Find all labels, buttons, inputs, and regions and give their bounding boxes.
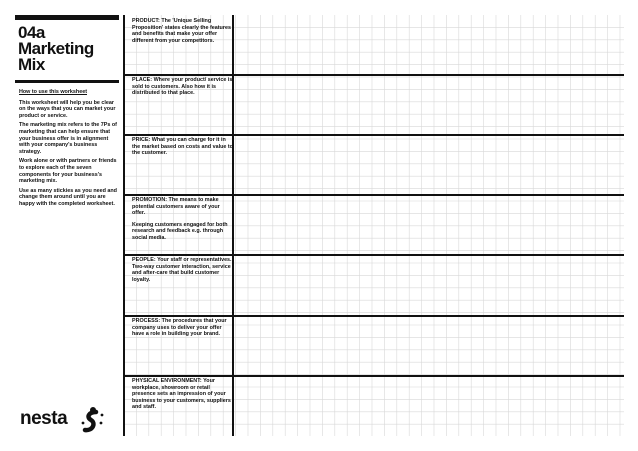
section-description [132, 77, 234, 102]
section-text: PRODUCT: The 'Unique Selling Proposition' states clearly the features and benefits that make your offer different from your competitors. [132, 18, 231, 44]
section-text: PHYSICAL ENVIRONMENT: Your workplace, showroom or retail presence sets an impression of your business to your customers, suppliers and staff. [132, 378, 231, 411]
section-text: Keeping customers engaged for both research and feedback e.g. through social media. [132, 221, 228, 241]
instructions-paragraph: Work alone or with partners or friends to explore each of the seven components for your business's marketing mix. [19, 158, 117, 185]
instructions-heading: How to use this worksheet [19, 89, 87, 95]
section-people [124, 254, 624, 315]
section-rule [124, 254, 624, 256]
section-product [124, 15, 624, 74]
instructions-paragraph: Use as many stickies as you need and change them around until you are happy with the completed worksheet. [19, 187, 117, 207]
section-promotion [124, 194, 624, 254]
section-text: PEOPLE: Your staff or representatives. Two-way customer interaction, service and after-care that build customer loyalty. [132, 257, 232, 283]
section-rule [124, 375, 624, 377]
logo-mark-icon [69, 402, 109, 434]
section-rule [124, 134, 624, 136]
section-description [132, 257, 234, 288]
page-title [18, 25, 94, 73]
section-text: PRICE: What you can charge for it in the market based on costs and value to the customer. [132, 137, 233, 157]
section-description [132, 378, 234, 416]
section-rule [124, 74, 624, 76]
section-text: PLACE: Where your product/ service is sold to customers. Also how it is distributed to that place. [132, 77, 233, 97]
title-line: Marketing [18, 39, 94, 58]
section-description [132, 137, 234, 162]
section-description [132, 18, 234, 49]
title-bar [15, 15, 119, 20]
section-process [124, 315, 624, 375]
title-line: Mix [18, 55, 45, 74]
title-line: 04a [18, 23, 45, 42]
section-place [124, 74, 624, 134]
logo-text: nesta [20, 408, 68, 429]
section-description [132, 318, 234, 343]
left-panel [15, 15, 119, 436]
section-text: PROMOTION: The means to make potential customers aware of your offer. [132, 197, 220, 217]
instructions [19, 89, 119, 211]
section-rule [124, 315, 624, 317]
instructions-paragraph: The marketing mix refers to the 7Ps of marketing that can help ensure that your business offer is in alignment with your company's business strategy. [19, 122, 117, 155]
section-text: PROCESS: The procedures that your company uses to deliver your offer have a role in building your brand. [132, 318, 227, 338]
section-price [124, 134, 624, 194]
title-separator [15, 80, 119, 83]
section-description [132, 197, 234, 247]
section-physical-environment [124, 375, 624, 436]
instructions-paragraph: This worksheet will help you be clear on the ways that you can market your product or service. [19, 99, 116, 119]
section-rule [124, 194, 624, 196]
